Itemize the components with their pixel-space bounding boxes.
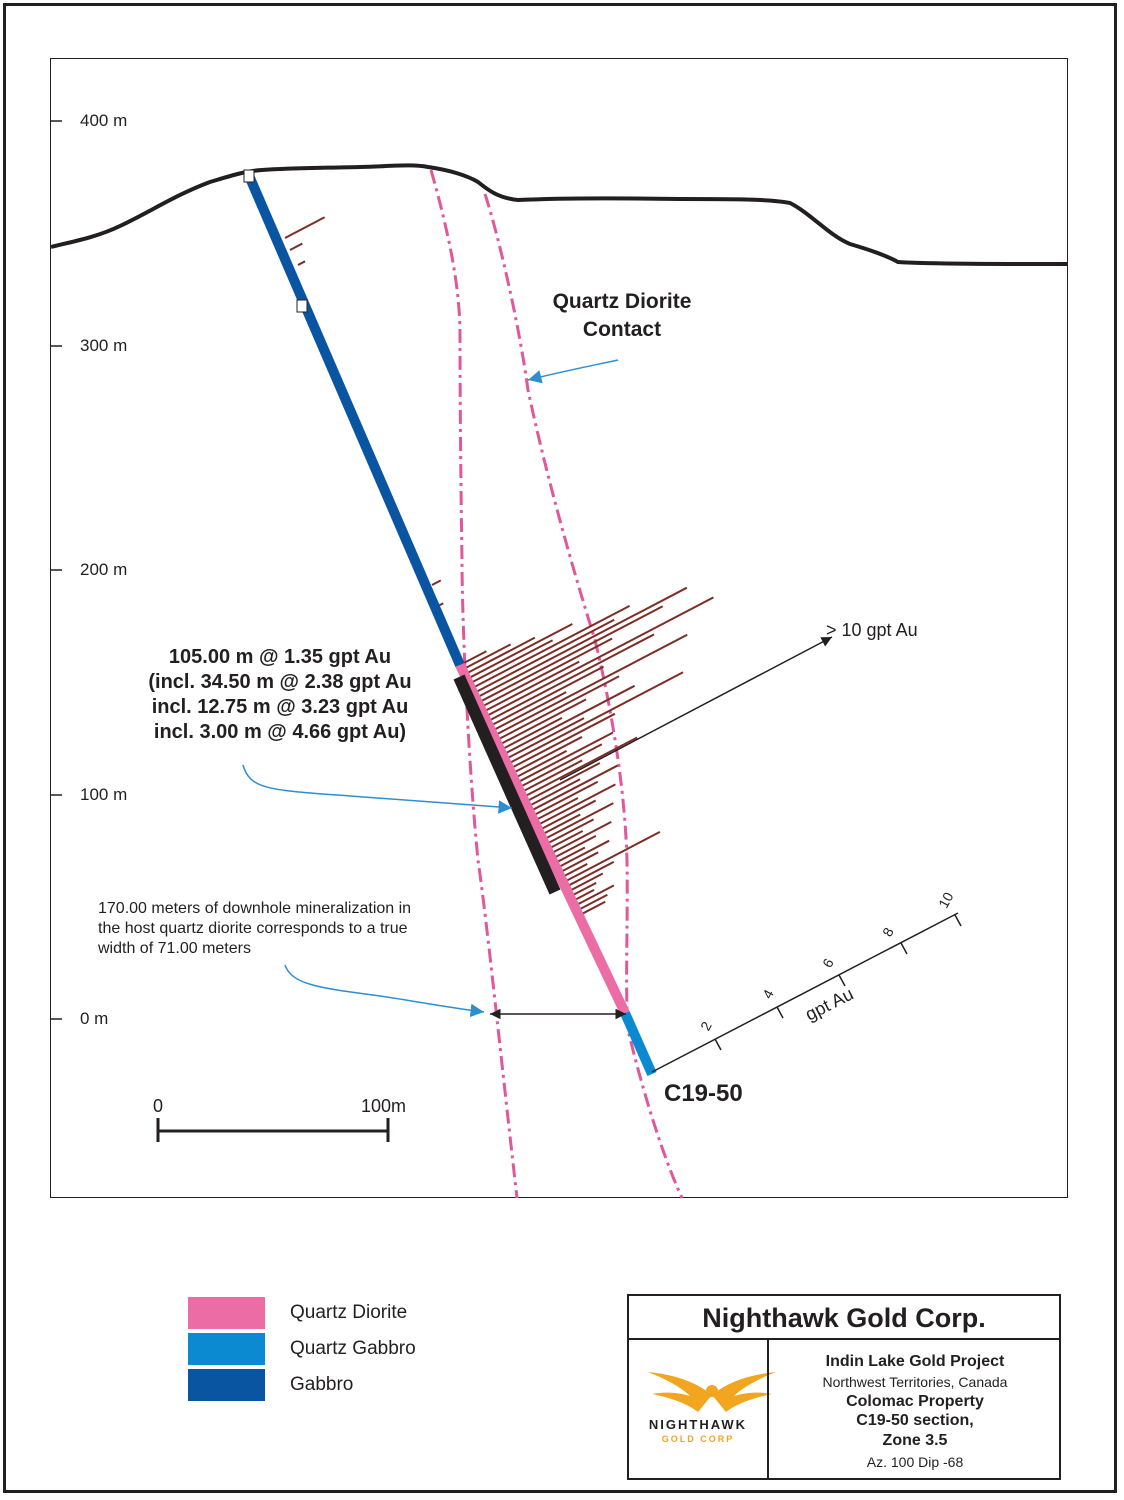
company-title: Nighthawk Gold Corp. [629, 1296, 1059, 1340]
hole-id-label: C19-50 [664, 1080, 743, 1107]
intercept-line-1: 105.00 m @ 1.35 gpt Au [168, 646, 392, 668]
assay-bar [574, 885, 614, 906]
legend-label-quartz-diorite: Quartz Diorite [290, 1302, 408, 1323]
assay-bar [527, 779, 580, 807]
collar-marker [244, 170, 254, 182]
true-width-note [98, 899, 411, 959]
depth-label-200: 200 m [80, 560, 128, 579]
hole-gabbro-segment [250, 178, 460, 665]
intercept-line-4: incl. 3.00 m @ 4.66 gpt Au) [153, 721, 407, 743]
assay-bar [541, 814, 581, 835]
logo-subtitle: GOLD CORP [661, 1434, 735, 1444]
contact-label [510, 288, 734, 344]
grade-tick-8: 8 [879, 924, 897, 940]
true-width-callout-arrow [285, 965, 484, 1012]
intercept-line-3: incl. 12.75 m @ 3.23 gpt Au [151, 696, 409, 718]
zone-name: Zone 3.5 [882, 1432, 948, 1449]
survey-marker [297, 300, 307, 312]
section-name: C19-50 section, [856, 1412, 974, 1429]
assay-bar [556, 841, 609, 869]
assay-bar [538, 801, 595, 831]
true-width-line-1: 170.00 meters of downhole mineralization in [98, 900, 412, 917]
assay-bar [298, 261, 305, 265]
grade-tick-10: 10 [935, 889, 957, 911]
intercept-label [110, 645, 450, 745]
depth-label-300: 300 m [80, 336, 128, 355]
project-name: Indin Lake Gold Project [825, 1353, 1005, 1370]
property-name: Colomac Property [846, 1393, 984, 1410]
legend-swatch-quartz-diorite [188, 1297, 265, 1329]
assay-bar [473, 620, 614, 694]
contact-label-line1: Quartz Diorite [552, 290, 692, 313]
assay-bar [285, 217, 325, 238]
assay-bar [514, 751, 567, 779]
contact-label-line2: Contact [582, 318, 662, 341]
high-grade-label: > 10 gpt Au [826, 620, 918, 640]
assay-bar [476, 588, 687, 698]
hole-orientation: Az. 100 Dip -68 [866, 1454, 964, 1470]
depth-label-0: 0 m [80, 1009, 109, 1028]
mineralized-intercept-bar [459, 677, 555, 892]
assay-bar [290, 244, 302, 250]
scale-bar-end: 100m [361, 1096, 407, 1116]
scale-bar-start: 0 [153, 1096, 164, 1116]
assay-bar [509, 714, 615, 769]
intercept-line-2: (incl. 34.50 m @ 2.38 gpt Au [148, 671, 412, 693]
assay-bar [559, 852, 599, 873]
legend-label-gabbro: Gabbro [290, 1374, 354, 1395]
assay-bar [498, 699, 586, 745]
grade-scale-label: gpt Au [802, 983, 857, 1025]
depth-label-400: 400 m [80, 111, 128, 130]
logo-wordmark: NIGHTHAWK [648, 1417, 748, 1432]
grade-tick-2: 2 [697, 1018, 715, 1034]
title-block [627, 1294, 1061, 1480]
scale-bar [158, 1118, 388, 1142]
assay-bar [491, 692, 566, 731]
true-width-line-3: width of 71.00 meters [98, 940, 251, 957]
assay-bar [525, 763, 600, 802]
depth-axis-ticks [50, 121, 62, 1019]
true-width-line-2: the host quartz diorite corresponds to a true [98, 920, 408, 937]
grade-tick-4: 4 [759, 986, 777, 1002]
assay-bar [478, 606, 663, 703]
assay-bar [534, 798, 578, 821]
contact-callout-arrow [528, 360, 618, 380]
depth-label-100: 100 m [80, 785, 128, 804]
grade-scale-axis [652, 913, 961, 1072]
assay-bar [432, 580, 441, 585]
legend-swatch-quartz-gabbro [188, 1333, 265, 1365]
hole-quartz-gabbro-segment [625, 1013, 652, 1074]
assay-bar [467, 624, 573, 679]
project-location: Northwest Territories, Canada [822, 1374, 1008, 1390]
grade-tick-6: 6 [819, 955, 837, 971]
assay-bar [552, 836, 596, 859]
topography-profile [51, 165, 1068, 264]
legend-label-quartz-gabbro: Quartz Gabbro [290, 1338, 416, 1359]
legend-swatch-gabbro [188, 1369, 265, 1401]
